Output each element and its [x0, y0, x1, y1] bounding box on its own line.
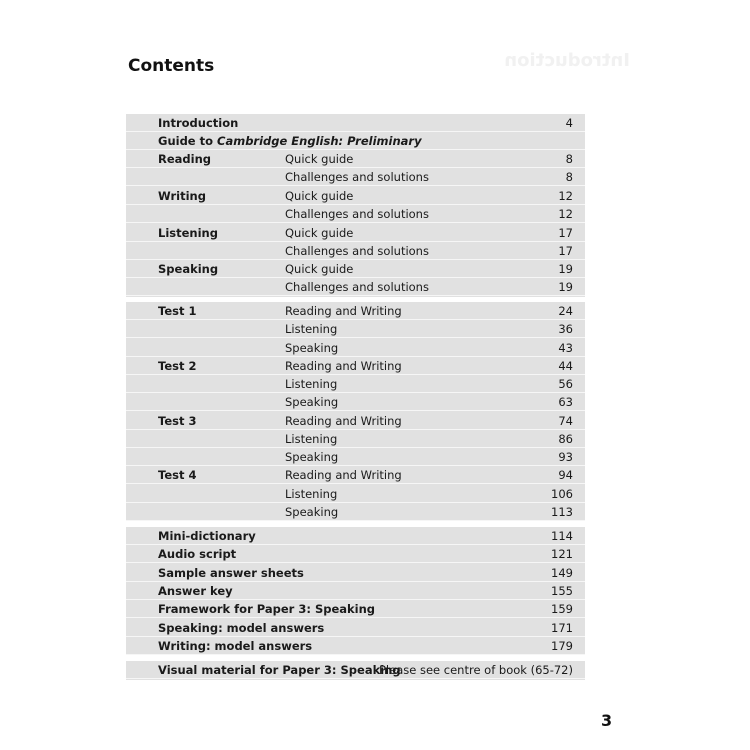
- toc-row: [126, 582, 585, 600]
- toc-row: [126, 187, 585, 205]
- toc-entry-title-italic: Cambridge English: Preliminary: [217, 134, 422, 148]
- toc-row: [126, 357, 585, 375]
- toc-row: [126, 168, 585, 186]
- toc-row: [126, 600, 585, 618]
- toc-page-number: 44: [558, 359, 573, 373]
- toc-page-number: 17: [558, 226, 573, 240]
- toc-entry-title: Writing: [158, 189, 206, 203]
- toc-page-number: 113: [551, 505, 573, 519]
- toc-entry-title: Test 4: [158, 468, 197, 482]
- toc-page-number: 149: [551, 566, 573, 580]
- toc-page-number: 114: [551, 529, 573, 543]
- toc-subentry: Challenges and solutions: [285, 207, 429, 221]
- toc-row: [126, 545, 585, 563]
- toc-entry-title: Sample answer sheets: [158, 566, 304, 580]
- toc-row: [126, 375, 585, 393]
- toc-page-number: 179: [551, 639, 573, 653]
- toc-row: [126, 564, 585, 582]
- toc-page-number: 121: [551, 547, 573, 561]
- toc-row: [126, 503, 585, 521]
- toc-row: [126, 205, 585, 223]
- toc-row: [126, 485, 585, 503]
- toc-page-number: 36: [558, 322, 573, 336]
- toc-page-number: 8: [565, 170, 573, 184]
- toc-section-tests: [126, 302, 585, 521]
- toc-page-note: Please see centre of book (65-72): [379, 663, 573, 677]
- toc-page-number: 56: [558, 377, 573, 391]
- toc-section-visual-material: [126, 661, 585, 680]
- toc-page-number: 93: [558, 450, 573, 464]
- toc-page-number: 63: [558, 395, 573, 409]
- toc-row: [126, 412, 585, 430]
- toc-entry-title: Speaking: model answers: [158, 621, 325, 635]
- toc-page-number: 24: [558, 304, 573, 318]
- toc-page-number: 43: [558, 341, 573, 355]
- toc-row: [126, 320, 585, 338]
- toc-subentry: Listening: [285, 377, 338, 391]
- toc-row: [126, 448, 585, 466]
- toc-entry-title: Test 3: [158, 414, 197, 428]
- toc-section-guides: [126, 114, 585, 297]
- toc-subentry: Reading and Writing: [285, 359, 402, 373]
- toc-row: [126, 132, 585, 150]
- toc-row: [126, 527, 585, 545]
- toc-entry-title: Listening: [158, 226, 218, 240]
- toc-entry-title: Writing: model answers: [158, 639, 313, 653]
- toc-entry-title: Guide to Cambridge English: Preliminary: [158, 134, 422, 148]
- toc-page-number: 155: [551, 584, 573, 598]
- toc-entry-title: Mini-dictionary: [158, 529, 256, 543]
- toc-row: [126, 466, 585, 484]
- toc-subentry: Speaking: [285, 341, 339, 355]
- toc-row: [126, 302, 585, 320]
- toc-row: [126, 278, 585, 296]
- toc-page-number: 94: [558, 468, 573, 482]
- toc-row: [126, 114, 585, 132]
- toc-row: [126, 619, 585, 637]
- toc-row: [126, 260, 585, 278]
- page-title: Contents: [128, 56, 215, 76]
- toc-page-number: 171: [551, 621, 573, 635]
- toc-page-number: 19: [558, 280, 573, 294]
- toc-row: [126, 339, 585, 357]
- toc-page-number: 74: [558, 414, 573, 428]
- toc-subentry: Quick guide: [285, 262, 354, 276]
- toc-page-number: 4: [565, 116, 573, 130]
- toc-subentry: Quick guide: [285, 226, 354, 240]
- reverse-side-show-through: Introduction: [504, 50, 630, 71]
- toc-subentry: Listening: [285, 322, 338, 336]
- toc-page-number: 106: [551, 487, 573, 501]
- toc-row: [126, 430, 585, 448]
- toc-entry-title: Audio script: [158, 547, 237, 561]
- toc-page-number: 86: [558, 432, 573, 446]
- toc-row: [126, 393, 585, 411]
- toc-entry-title: Speaking: [158, 262, 219, 276]
- page-number: 3: [601, 711, 613, 730]
- toc-subentry: Quick guide: [285, 189, 354, 203]
- toc-page-number: 8: [565, 152, 573, 166]
- toc-subentry: Speaking: [285, 395, 339, 409]
- toc-entry-title: Test 2: [158, 359, 197, 373]
- toc-subentry: Reading and Writing: [285, 414, 402, 428]
- toc-row: [126, 661, 585, 679]
- toc-page-number: 12: [558, 189, 573, 203]
- toc-subentry: Listening: [285, 432, 338, 446]
- toc-subentry: Reading and Writing: [285, 304, 402, 318]
- toc-row: [126, 224, 585, 242]
- toc-subentry: Challenges and solutions: [285, 244, 429, 258]
- toc-entry-title: Introduction: [158, 116, 239, 130]
- toc-subentry: Speaking: [285, 450, 339, 464]
- toc-entry-title: Reading: [158, 152, 212, 166]
- toc-subentry: Challenges and solutions: [285, 170, 429, 184]
- toc-page-number: 159: [551, 602, 573, 616]
- toc-row: [126, 150, 585, 168]
- toc-subentry: Listening: [285, 487, 338, 501]
- toc-page-number: 12: [558, 207, 573, 221]
- toc-row: [126, 242, 585, 260]
- toc-row: [126, 637, 585, 655]
- toc-subentry: Quick guide: [285, 152, 354, 166]
- toc-subentry: Reading and Writing: [285, 468, 402, 482]
- toc-entry-title: Answer key: [158, 584, 233, 598]
- toc-page-number: 17: [558, 244, 573, 258]
- toc-subentry: Speaking: [285, 505, 339, 519]
- toc-entry-title: Test 1: [158, 304, 197, 318]
- toc-section-appendices: [126, 527, 585, 655]
- toc-entry-title: Framework for Paper 3: Speaking: [158, 602, 376, 616]
- toc-entry-title: Visual material for Paper 3: Speaking: [158, 663, 401, 677]
- toc-page-number: 19: [558, 262, 573, 276]
- toc-subentry: Challenges and solutions: [285, 280, 429, 294]
